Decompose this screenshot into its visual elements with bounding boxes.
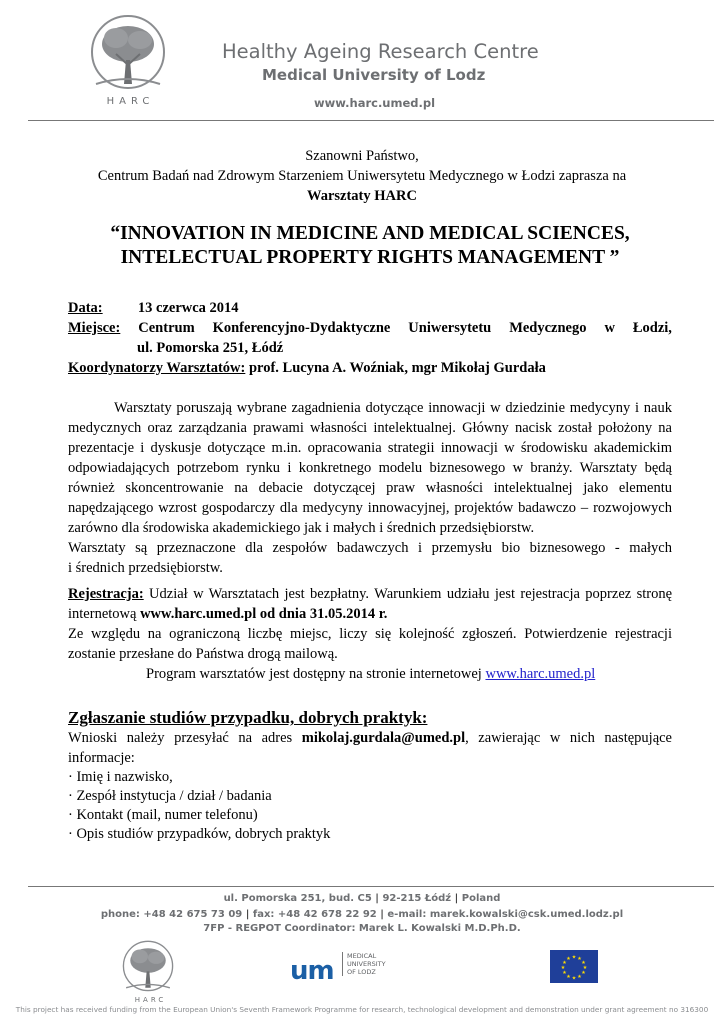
description-line: napędzającego wzrost gospodarczy dla medycyny innowacyjnej, projektów badawczo – rozwojowych (68, 500, 672, 516)
registration-text: Udział w Warsztatach jest bezpłatny. Warunkiem udziału jest rejestracja poprzez stronę (149, 586, 673, 602)
place-word: Konferencyjno-Dydaktyczne (212, 320, 391, 336)
header-divider (28, 120, 714, 121)
place-word: Medycznego (509, 320, 587, 336)
harc-logo-text: HARC (106, 96, 155, 107)
document-header (0, 0, 724, 122)
list-item: · Zespół instytucja / dział / badania (68, 788, 272, 804)
svg-text:★: ★ (562, 970, 567, 976)
list-item: · Opis studiów przypadków, dobrych praktyk (68, 826, 331, 842)
harc-logo (86, 14, 170, 110)
registration-label: Rejestracja: (68, 586, 144, 602)
registration-line (68, 604, 672, 624)
case-email[interactable]: mikolaj.gurdala@umed.pl (301, 730, 466, 746)
svg-text:★: ★ (582, 965, 588, 971)
email-label: e-mail: (387, 909, 427, 920)
svg-text:★: ★ (577, 956, 582, 962)
description-line: prezentacje i dyskusje dotyczące m.in. opracowania strategii innowacji w środowisku akademickim (68, 440, 672, 456)
svg-text:★: ★ (566, 974, 571, 980)
invitation-text: Centrum Badań nad Zdrowym Starzeniem Uniwersytetu Medycznego w Łodzi zaprasza na (97, 168, 627, 184)
registration-prefix: internetową (68, 606, 137, 622)
place-word: Łodzi, (632, 320, 672, 336)
place-word: Uniwersytetu (408, 320, 492, 336)
audience-line: Warsztaty są przeznaczone dla zespołów badawczych i przemysłu bio biznesowego - małych (68, 540, 672, 556)
case-intro-line (68, 728, 672, 748)
registration-line (68, 584, 672, 604)
description-paragraph (68, 398, 672, 578)
svg-text:★: ★ (560, 965, 566, 971)
registration-paragraph (68, 584, 672, 684)
place-word: Centrum (138, 320, 195, 336)
description-line: odpowiadających potrzebom rynku i konkretnego modelu biznesowego w branży. Warsztaty będą (68, 460, 672, 476)
footer-street: ul. Pomorska 251, bud. C5 (223, 893, 372, 904)
svg-text:★: ★ (562, 960, 567, 966)
svg-text:★: ★ (566, 956, 571, 962)
list-item: · Kontakt (mail, numer telefonu) (68, 807, 258, 823)
svg-text:★: ★ (571, 975, 577, 982)
registration-deadline: www.harc.umed.pl od dnia 31.05.2014 r. (140, 606, 388, 622)
footer-country: Poland (461, 893, 501, 904)
event-name: Warsztaty HARC (307, 188, 417, 204)
footer-coordinator: 7FP - REGPOT Coordinator: Marek L. Kowalski M.D.Ph.D. (203, 923, 521, 934)
svg-text:★: ★ (577, 974, 582, 980)
case-intro-suffix: , zawierając w nich następujące (465, 730, 672, 746)
svg-text:★: ★ (581, 970, 586, 976)
list-item: · Imię i nazwisko, (68, 769, 173, 785)
program-line (68, 664, 672, 684)
coordinators-row (68, 358, 672, 378)
um-logo-text (342, 952, 386, 976)
workshop-title (0, 222, 724, 270)
footer-divider (28, 886, 714, 887)
um-text-line: MEDICAL (347, 952, 377, 960)
date-label: Data: (68, 300, 103, 316)
footer-phone: +48 42 675 73 09 (143, 909, 243, 920)
footer-email[interactable]: marek.kowalski@csk.umed.lodz.pl (429, 909, 624, 920)
medical-university-logo (290, 952, 410, 988)
program-text: Program warsztatów jest dostępny na stronie internetowej (146, 666, 482, 682)
date-value: 13 czerwca 2014 (137, 300, 239, 316)
footer-postal: 92-215 Łódź (382, 893, 452, 904)
harc-logo-small (118, 940, 178, 1010)
organization-name: Healthy Ageing Research Centre (222, 40, 539, 63)
header-website[interactable]: www.harc.umed.pl (314, 96, 436, 110)
um-mark: um (290, 956, 334, 986)
footer-address: ul. Pomorska 251, bud. C5 | 92-215 Łódź | Poland (223, 893, 501, 904)
description-line: zarówno dla środowiska akademickiego jak i małych i średnich przedsiębiorstw. (68, 520, 535, 536)
case-studies-heading: Zgłaszanie studiów przypadku, dobrych praktyk: (68, 708, 428, 727)
greeting: Szanowni Państwo, (305, 148, 419, 164)
eu-flag-icon (550, 950, 598, 983)
coordinators-value: prof. Lucyna A. Woźniak, mgr Mikołaj Gurdała (248, 360, 546, 376)
footer-contact: phone: +48 42 675 73 09 | fax: +48 42 678 22 92 | e-mail: marek.kowalski@csk.umed.lodz.pl (100, 909, 624, 920)
date-row (68, 298, 672, 318)
place-label: Miejsce: (68, 320, 121, 336)
audience-line: i średnich przedsiębiorstw. (68, 560, 223, 576)
place-word: w (604, 320, 615, 336)
university-name: Medical University of Lodz (262, 66, 486, 84)
svg-text:★: ★ (581, 960, 586, 966)
case-intro-prefix: Wnioski należy przesyłać na adres (68, 730, 293, 746)
registration-line: zostanie przesłane do Państwa drogą mailową. (68, 646, 338, 662)
case-studies-intro (68, 728, 672, 768)
svg-text:★: ★ (571, 954, 577, 961)
place-row (68, 318, 672, 338)
case-intro-line: informacje: (68, 750, 135, 766)
description-line: medycznych oraz zarządzania prawami własności intelektualnej. Główny nacisk został położony na (68, 420, 672, 436)
registration-line: Ze względu na ograniczoną liczbę miejsc, liczy się kolejność zgłoszeń. Potwierdzenie rejestracji (68, 626, 672, 642)
tree-icon (118, 940, 178, 996)
harc-logo-text: HARC (134, 996, 167, 1004)
um-text-line: UNIVERSITY (347, 960, 386, 968)
program-link[interactable]: www.harc.umed.pl (485, 666, 596, 682)
fax-label: fax: (252, 909, 275, 920)
coordinators-label: Koordynatorzy Warsztatów: (68, 360, 246, 376)
footer-fax: +48 42 678 22 92 (277, 909, 377, 920)
funding-notice: This project has received funding from the European Union's Seventh Framework Programme for research, technological development and demonstration under grant agreement no 316300 (15, 1005, 709, 1014)
um-text-line: OF LODZ (347, 968, 376, 976)
phone-label: phone: (100, 909, 140, 920)
description-line: również skoncentrowanie na debacie dotyczącej praw własności intelektualnej jako elementu (68, 480, 672, 496)
title-line-1: “INNOVATION IN MEDICINE AND MEDICAL SCIENCES, (110, 223, 630, 244)
title-line-2: INTELECTUAL PROPERTY RIGHTS MANAGEMENT ” (120, 247, 620, 268)
tree-icon (86, 14, 170, 96)
place-address: ul. Pomorska 251, Łódź (137, 340, 284, 356)
description-line: Warsztaty poruszają wybrane zagadnienia dotyczące innowacji w dziedzinie medycyny i nauk (114, 400, 672, 416)
